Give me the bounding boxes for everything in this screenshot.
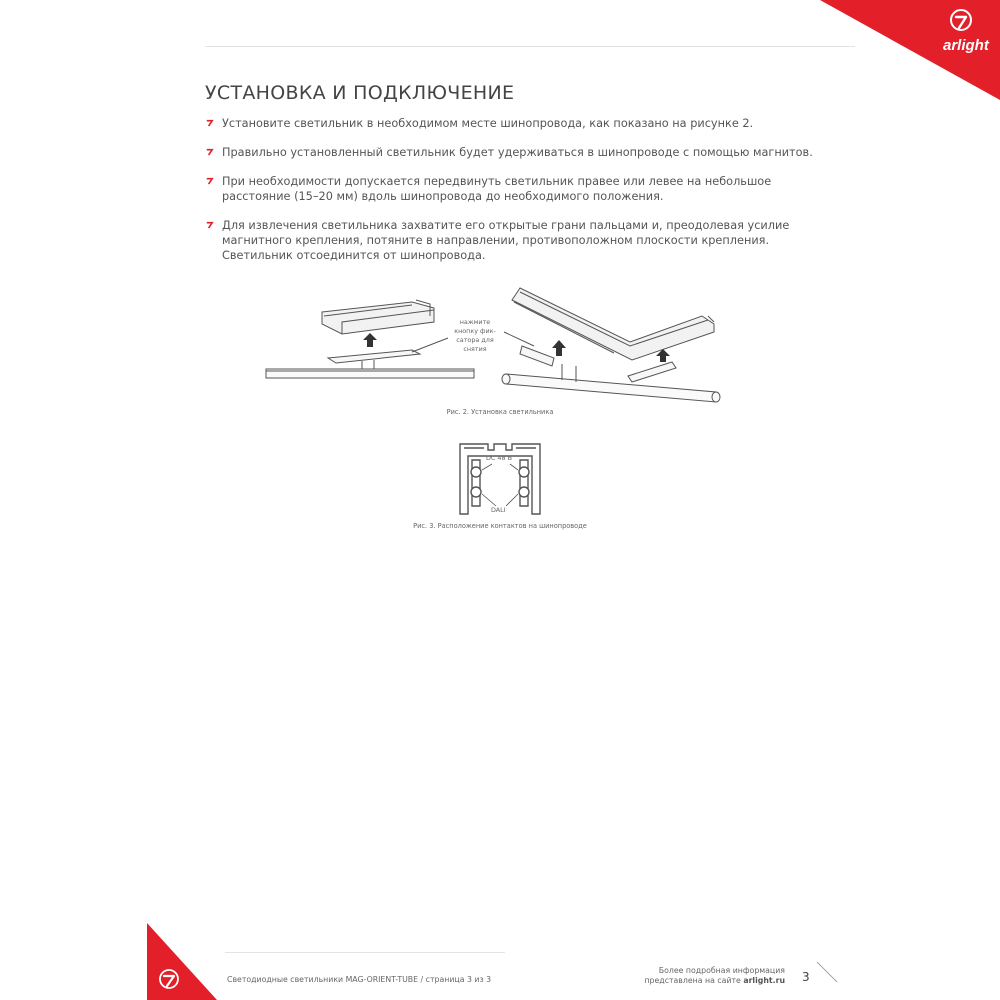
- contact-label-power: DC 48 В: [486, 454, 512, 462]
- footer-info-line2: [620, 976, 785, 986]
- footer-info-prefix: представлена на сайте: [644, 976, 744, 985]
- red-arrow-icon: [205, 176, 214, 185]
- list-item-text: При необходимости допускается передвинуть светильник правее или левее на небольшое расстояние (15–20 мм) вдоль шинопровода до необходимого положения.: [222, 175, 772, 203]
- list-item: [205, 145, 825, 160]
- list-item-text: Правильно установленный светильник будет удерживаться в шинопроводе с помощью магнитов.: [222, 146, 813, 159]
- list-item: [205, 218, 825, 263]
- footer-divider: [225, 952, 505, 953]
- brand-wordmark: arlight: [943, 37, 989, 54]
- list-item: [205, 174, 825, 204]
- footer-site-link[interactable]: arlight.ru: [743, 976, 785, 985]
- footer-info-line1: Более подробная информация: [658, 966, 785, 975]
- figure2-note: нажмите кнопку фик-сатора для снятия: [454, 318, 496, 353]
- contact-label-dali: DALI: [491, 506, 506, 514]
- brand-corner: [820, 0, 1000, 100]
- header-divider: [205, 46, 855, 47]
- footer-brand-corner: [147, 923, 217, 1000]
- up-arrow-icon: [363, 333, 377, 347]
- section-title: УСТАНОВКА И ПОДКЛЮЧЕНИЕ: [205, 82, 515, 104]
- list-item-text: Установите светильник в необходимом месте шинопровода, как показано на рисунке 2.: [222, 117, 754, 130]
- footer-decoration: [815, 960, 839, 984]
- figure2-caption: Рис. 2. Установка светильника: [446, 408, 554, 416]
- figure3-caption: Рис. 3. Расположение контактов на шинопроводе: [413, 522, 587, 530]
- page-number: 3: [802, 970, 810, 984]
- red-arrow-icon: [205, 147, 214, 156]
- footer-info: [620, 966, 785, 986]
- red-arrow-icon: [205, 220, 214, 229]
- instruction-list: [205, 116, 825, 277]
- red-arrow-icon: [205, 118, 214, 127]
- footer-document-title: Светодиодные светильники MAG-ORIENT-TUBE / страница 3 из 3: [227, 975, 492, 984]
- list-item-text: Для извлечения светильника захватите его открытые грани пальцами и, преодолевая усилие магнитного крепления, потяните в направлении, противоположном плоскости крепления. Светильник отсоединится от шинопровода.: [222, 219, 790, 262]
- list-item: [205, 116, 825, 131]
- up-arrow-icon: [552, 340, 566, 356]
